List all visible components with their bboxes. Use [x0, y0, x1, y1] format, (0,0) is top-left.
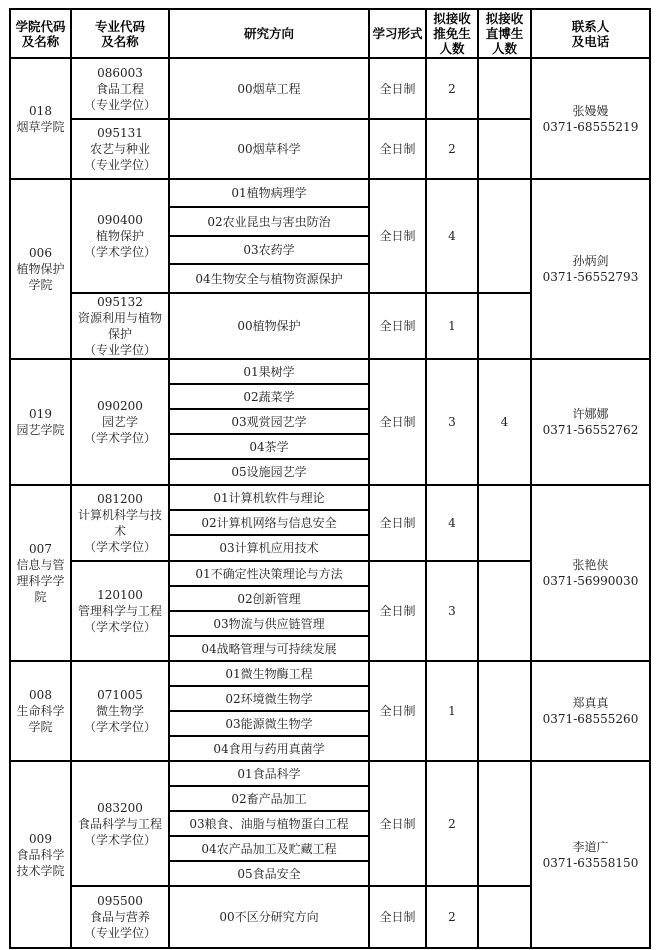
direct-phd-count: [478, 58, 531, 119]
major-cell: 071005 微生物学 （学术学位）: [71, 661, 169, 761]
college-code: 019: [29, 407, 52, 421]
header-study-mode: 学习形式: [369, 9, 426, 58]
contact-cell: [531, 485, 650, 661]
research-direction: 03农药学: [169, 236, 369, 264]
major-cell: 083200 食品科学与工程 （学术学位）: [71, 761, 169, 886]
contact-phone: 0371-56552793: [542, 270, 639, 284]
major-cell: 095132 资源利用与植物 保护 （专业学位）: [71, 293, 169, 359]
degree-type: （专业学位）: [83, 343, 156, 357]
research-direction: 05食品安全: [169, 861, 369, 886]
research-direction: 01不确定性决策理论与方法: [169, 561, 369, 586]
direct-phd-count: 4: [478, 359, 531, 485]
direct-phd-count: [478, 179, 531, 293]
research-direction: 03计算机应用技术: [169, 535, 369, 561]
recommend-count: 4: [426, 485, 478, 561]
study-mode: 全日制: [369, 179, 426, 293]
major-code: 071005: [97, 688, 143, 702]
major-cell: 086003 食品工程 （专业学位）: [71, 58, 169, 119]
study-mode: 全日制: [369, 293, 426, 359]
major-cell: 120100 管理科学与工程 （学术学位）: [71, 561, 169, 661]
research-direction: 00植物保护: [169, 293, 369, 359]
research-direction: 03物流与供应链管理: [169, 611, 369, 636]
research-direction: 02创新管理: [169, 586, 369, 611]
research-direction: 02计算机网络与信息安全: [169, 510, 369, 535]
college-cell: 008 生命科学 学院: [10, 661, 71, 761]
college-cell: 019 园艺学院: [10, 359, 71, 485]
direct-phd-count: [478, 485, 531, 561]
recommend-count: 2: [426, 58, 478, 119]
direct-phd-count: [478, 119, 531, 179]
contact-phone: 0371-56552762: [542, 423, 639, 437]
recommend-count: 2: [426, 761, 478, 886]
table-row: [10, 485, 650, 510]
contact-cell: [531, 58, 650, 179]
contact-cell: [531, 179, 650, 359]
major-cell: 081200 计算机科学与技 术 （学术学位）: [71, 485, 169, 561]
research-direction: 01微生物酶工程: [169, 661, 369, 686]
college-cell: 006 植物保护 学院: [10, 179, 71, 359]
college-cell: 007 信息与管 理科学学 院: [10, 485, 71, 661]
degree-type: （专业学位）: [83, 158, 156, 172]
table-body: [10, 58, 650, 948]
study-mode: 全日制: [369, 485, 426, 561]
research-direction: 04生物安全与植物资源保护: [169, 264, 369, 293]
direct-phd-count: [478, 561, 531, 661]
degree-type: （学术学位）: [83, 245, 156, 259]
college-code: 006: [29, 246, 52, 260]
research-direction: 00烟草科学: [169, 119, 369, 179]
table-row: [10, 661, 650, 686]
major-cell: 095500 食品与营养 （专业学位）: [71, 886, 169, 948]
recommend-count: 4: [426, 179, 478, 293]
degree-type: （学术学位）: [83, 832, 156, 847]
research-direction: 01计算机软件与理论: [169, 485, 369, 510]
header-direct-phd-count: 拟接收 直博生 人数: [478, 9, 531, 58]
research-direction: 01植物病理学: [169, 179, 369, 207]
header-major: 专业代码 及名称: [71, 9, 169, 58]
header-recommend-count: 拟接收 推免生 人数: [426, 9, 478, 58]
college-code: 007: [29, 542, 52, 556]
major-code: 086003: [97, 65, 143, 80]
admission-table: [9, 8, 651, 949]
contact-name: 郑真真: [572, 696, 609, 710]
direct-phd-count: [478, 886, 531, 948]
degree-type: （学术学位）: [83, 620, 156, 634]
research-direction: 02畜产品加工: [169, 786, 369, 811]
college-code: 008: [29, 688, 52, 702]
contact-phone: 0371-68555260: [542, 712, 639, 726]
major-code: 083200: [97, 800, 143, 815]
study-mode: 全日制: [369, 661, 426, 761]
contact-cell: [531, 661, 650, 761]
research-direction: 03粮食、油脂与植物蛋白工程: [169, 811, 369, 836]
contact-name: 许娜娜: [572, 407, 609, 421]
direct-phd-count: [478, 293, 531, 359]
study-mode: 全日制: [369, 886, 426, 948]
research-direction: 04农产品加工及贮藏工程: [169, 836, 369, 861]
college-code: 018: [29, 103, 52, 118]
degree-type: （专业学位）: [83, 97, 156, 112]
degree-type: （学术学位）: [83, 720, 156, 734]
table-row: [10, 359, 650, 384]
major-code: 081200: [97, 492, 143, 506]
contact-name: 张嫚嫚: [572, 103, 609, 118]
direct-phd-count: [478, 761, 531, 886]
research-direction: 00不区分研究方向: [169, 886, 369, 948]
contact-name: 孙炳剑: [572, 254, 609, 268]
recommend-count: 1: [426, 293, 478, 359]
study-mode: 全日制: [369, 561, 426, 661]
research-direction: 03能源微生物学: [169, 711, 369, 736]
major-code: 120100: [97, 588, 143, 602]
contact-phone: 0371-56990030: [542, 574, 639, 588]
recommend-count: 3: [426, 359, 478, 485]
contact-phone: 0371-63558150: [542, 855, 639, 870]
contact-name: 张艳侠: [572, 558, 609, 572]
research-direction: 02农业昆虫与害虫防治: [169, 207, 369, 236]
research-direction: 04茶学: [169, 434, 369, 459]
table-row: [10, 179, 650, 207]
major-code: 095131: [97, 126, 143, 140]
degree-type: （学术学位）: [83, 431, 156, 445]
college-cell: 009 食品科学 技术学院: [10, 761, 71, 948]
college-cell: 018 烟草学院: [10, 58, 71, 179]
research-direction: 03观赏园艺学: [169, 409, 369, 434]
recommend-count: 2: [426, 886, 478, 948]
major-cell: 090200 园艺学 （学术学位）: [71, 359, 169, 485]
research-direction: 04战略管理与可持续发展: [169, 636, 369, 661]
major-code: 090400: [97, 213, 143, 227]
recommend-count: 1: [426, 661, 478, 761]
study-mode: 全日制: [369, 119, 426, 179]
research-direction: 05设施园艺学: [169, 459, 369, 485]
header-direction: 研究方向: [169, 9, 369, 58]
header-row: [10, 9, 650, 58]
college-code: 009: [29, 831, 52, 846]
contact-phone: 0371-68555219: [542, 119, 639, 134]
study-mode: 全日制: [369, 359, 426, 485]
major-code: 095132: [97, 295, 143, 309]
header-college: 学院代码 及名称: [10, 9, 71, 58]
research-direction: 02蔬菜学: [169, 384, 369, 409]
contact-name: 李道广: [572, 839, 609, 854]
study-mode: 全日制: [369, 58, 426, 119]
major-cell: 095131 农艺与种业 （专业学位）: [71, 119, 169, 179]
direct-phd-count: [478, 661, 531, 761]
recommend-count: 2: [426, 119, 478, 179]
major-cell: 090400 植物保护 （学术学位）: [71, 179, 169, 293]
research-direction: 01果树学: [169, 359, 369, 384]
table-row: [10, 58, 650, 119]
research-direction: 01食品科学: [169, 761, 369, 786]
study-mode: 全日制: [369, 761, 426, 886]
degree-type: （专业学位）: [83, 926, 156, 940]
contact-cell: [531, 761, 650, 948]
header-contact: 联系人 及电话: [531, 9, 650, 58]
contact-cell: [531, 359, 650, 485]
degree-type: （学术学位）: [83, 540, 156, 554]
research-direction: 04食用与药用真菌学: [169, 736, 369, 761]
table-row: [10, 761, 650, 786]
major-code: 095500: [97, 894, 143, 908]
recommend-count: 3: [426, 561, 478, 661]
research-direction: 02环境微生物学: [169, 686, 369, 711]
research-direction: 00烟草工程: [169, 58, 369, 119]
major-code: 090200: [97, 399, 143, 413]
